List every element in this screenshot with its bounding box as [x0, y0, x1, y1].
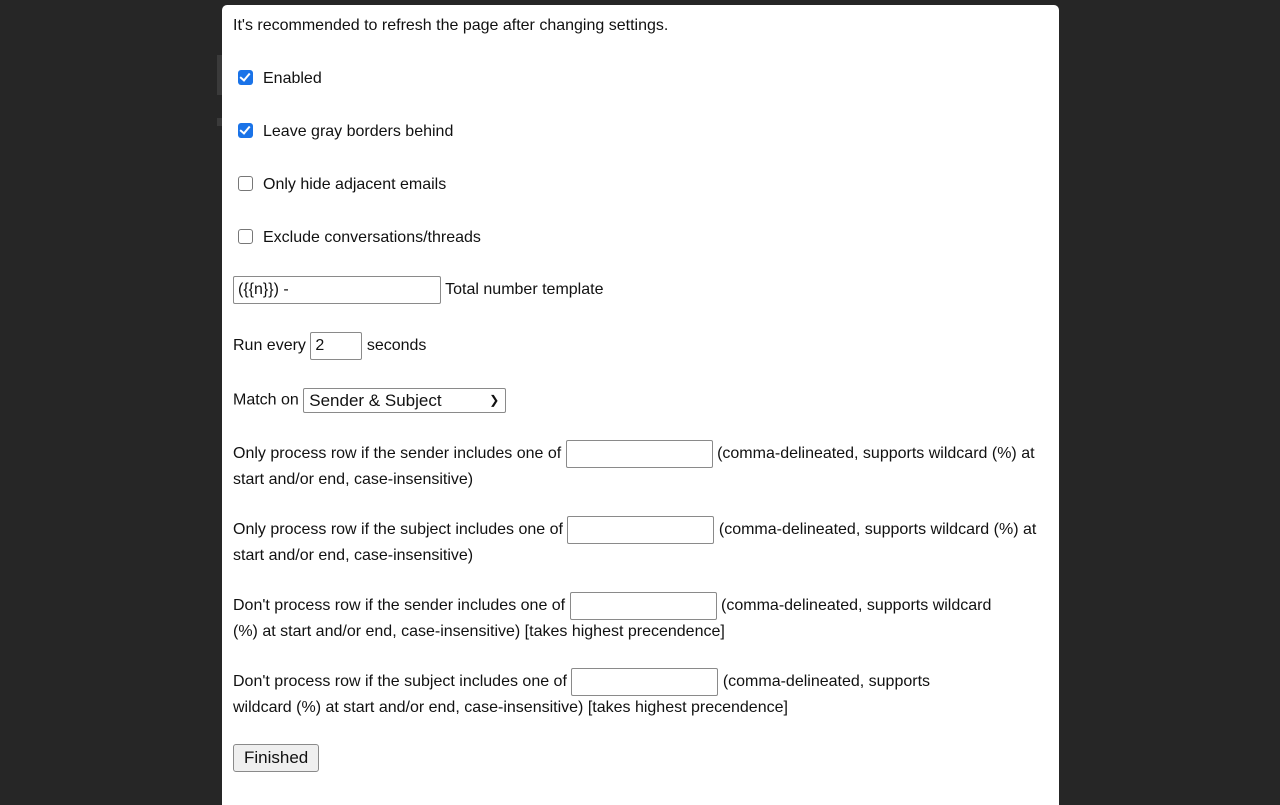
match-on-value: Sender & Subject — [309, 391, 442, 410]
refresh-notice: It's recommended to refresh the page after changing settings. — [233, 17, 669, 34]
exclude-conversations-label: Exclude conversations/threads — [263, 229, 481, 246]
chevron-down-icon: ❯ — [489, 393, 500, 407]
option-exclude-conversations[interactable] — [233, 226, 481, 250]
filter-label: Only process row if the sender includes one of — [233, 445, 562, 463]
settings-panel — [222, 5, 1059, 805]
subject-include-input[interactable] — [567, 516, 714, 544]
filter-subject-include — [233, 516, 1051, 568]
adjacent-emails-label: Only hide adjacent emails — [263, 176, 447, 193]
adjacent-emails-checkbox[interactable] — [238, 176, 253, 191]
filter-sender-exclude — [233, 592, 993, 644]
seconds-label: seconds — [366, 337, 427, 355]
sender-exclude-input[interactable] — [570, 592, 717, 620]
filter-hint: (comma-delineated, supports wildcard (%) at start and/or end, case-insensitive) — [233, 445, 1035, 488]
filter-label: Don't process row if the subject includes one of — [233, 673, 567, 691]
enabled-label: Enabled — [263, 70, 322, 87]
subject-exclude-input[interactable] — [571, 668, 718, 696]
option-enabled[interactable] — [233, 67, 322, 91]
filter-label: Don't process row if the sender includes one of — [233, 597, 566, 615]
gray-borders-checkbox[interactable] — [238, 123, 253, 138]
run-every-label: Run every — [233, 337, 306, 355]
finished-button[interactable]: Finished — [233, 744, 319, 772]
template-input[interactable]: ({{n}}) - — [233, 276, 441, 304]
exclude-conversations-checkbox[interactable] — [238, 229, 253, 244]
enabled-checkbox[interactable] — [238, 70, 253, 85]
option-gray-borders[interactable] — [233, 120, 453, 144]
option-adjacent-emails[interactable] — [233, 173, 446, 197]
filter-sender-include — [233, 440, 1051, 492]
filter-hint: (comma-delineated, supports wildcard (%) at start and/or end, case-insensitive) [takes highest precendence] — [233, 673, 931, 716]
filter-subject-exclude — [233, 668, 993, 720]
match-on-select[interactable] — [303, 388, 506, 413]
filter-hint: (comma-delineated, supports wildcard (%) at start and/or end, case-insensitive) [takes highest precendence] — [233, 597, 992, 640]
sender-include-input[interactable] — [566, 440, 713, 468]
filter-label: Only process row if the subject includes one of — [233, 521, 563, 539]
run-every-input[interactable]: 2 — [310, 332, 362, 360]
gray-borders-label: Leave gray borders behind — [263, 123, 454, 140]
match-on-label: Match on — [233, 391, 299, 409]
template-label: Total number template — [445, 281, 604, 299]
filter-hint: (comma-delineated, supports wildcard (%) at start and/or end, case-insensitive) — [233, 521, 1037, 564]
